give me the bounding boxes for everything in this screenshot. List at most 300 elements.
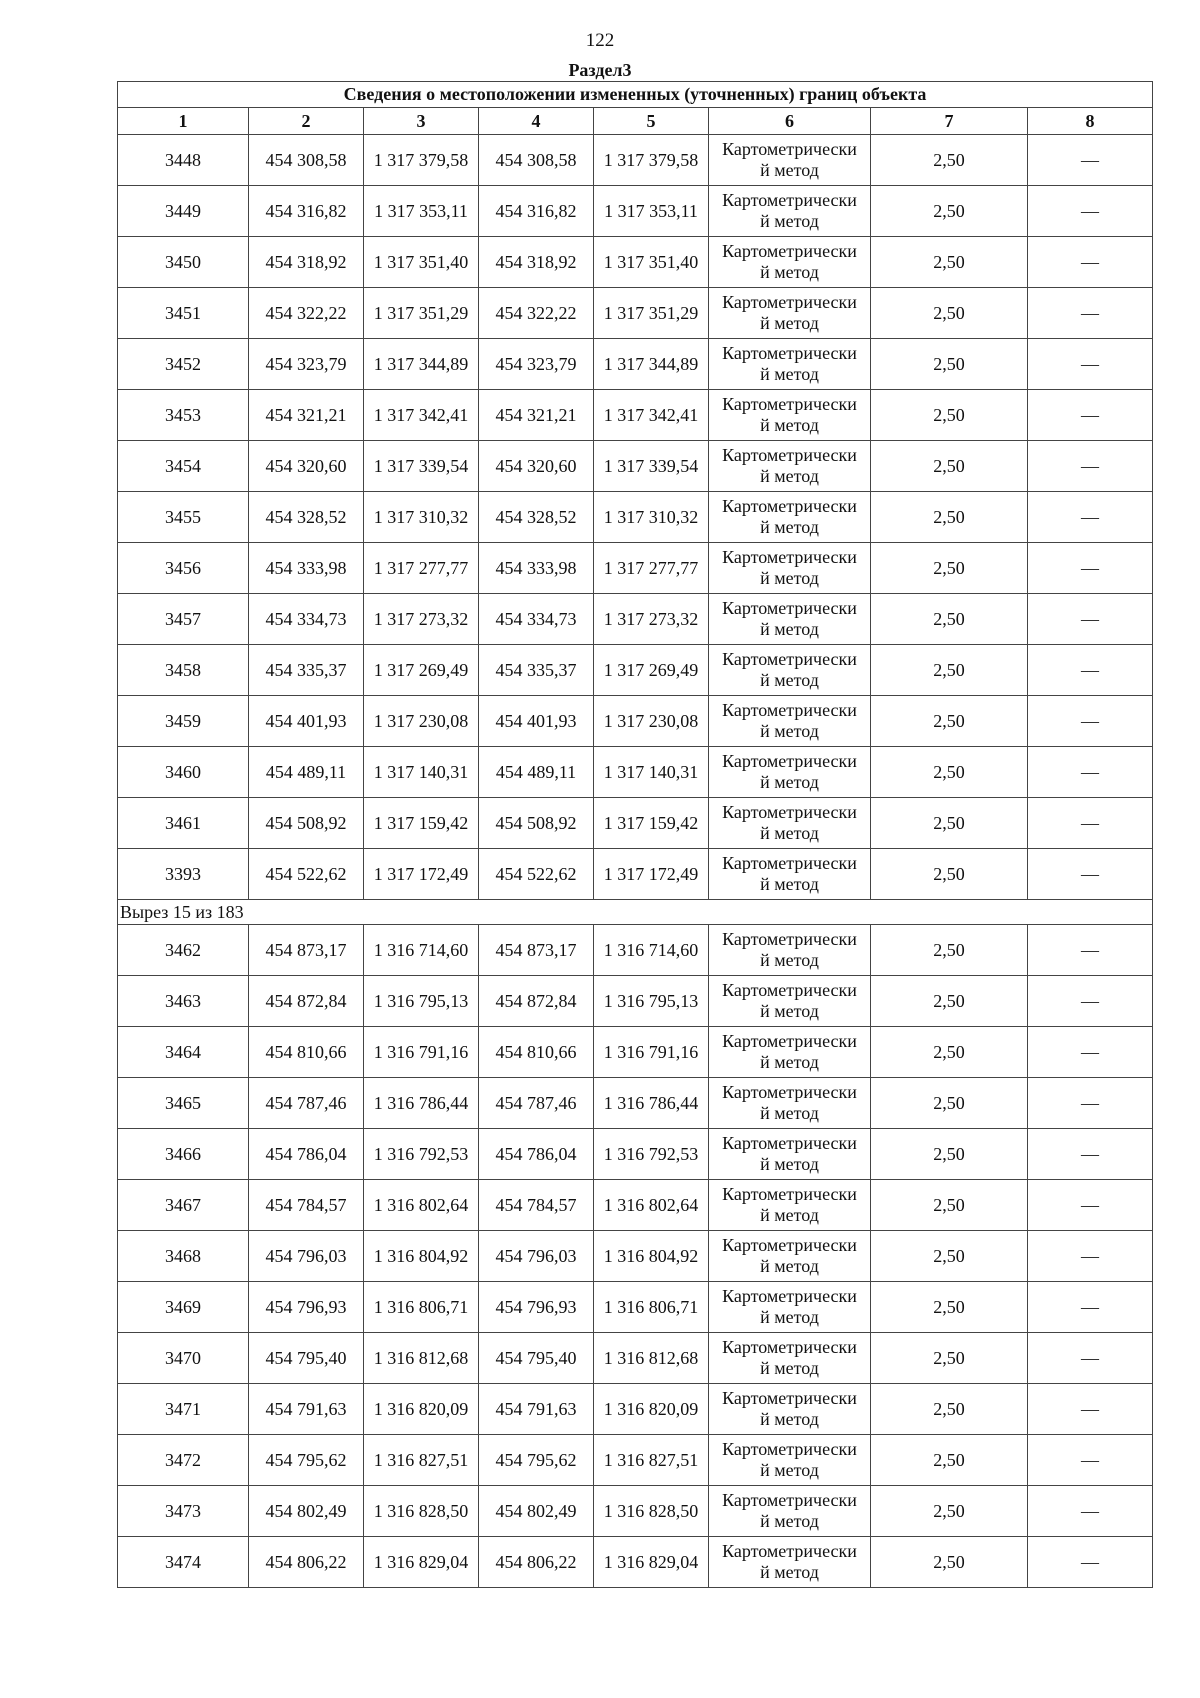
description-cell: — — [1028, 492, 1153, 543]
point-number-cell: 3462 — [118, 925, 249, 976]
column-header: 7 — [871, 108, 1028, 135]
method-text-line1: Картометрически — [722, 445, 857, 465]
new-x-cell: 454 796,93 — [479, 1282, 594, 1333]
method-text-line2: й метод — [760, 1205, 819, 1225]
point-number-cell: 3474 — [118, 1537, 249, 1588]
method-cell — [709, 1231, 871, 1282]
new-x-cell: 454 328,52 — [479, 492, 594, 543]
old-y-cell: 1 317 351,40 — [364, 237, 479, 288]
table-row — [118, 1078, 1153, 1129]
new-x-cell: 454 795,62 — [479, 1435, 594, 1486]
point-number-cell: 3458 — [118, 645, 249, 696]
old-y-cell: 1 317 277,77 — [364, 543, 479, 594]
old-x-cell: 454 318,92 — [249, 237, 364, 288]
accuracy-cell: 2,50 — [871, 1333, 1028, 1384]
method-text-line1: Картометрически — [722, 1541, 857, 1561]
accuracy-cell: 2,50 — [871, 390, 1028, 441]
old-x-cell: 454 795,40 — [249, 1333, 364, 1384]
point-number-cell: 3459 — [118, 696, 249, 747]
method-cell — [709, 1435, 871, 1486]
accuracy-cell: 2,50 — [871, 186, 1028, 237]
accuracy-cell: 2,50 — [871, 1435, 1028, 1486]
boundary-coordinates-table — [117, 81, 1153, 1588]
point-number-cell: 3450 — [118, 237, 249, 288]
old-y-cell: 1 316 804,92 — [364, 1231, 479, 1282]
table-row — [118, 135, 1153, 186]
new-y-cell: 1 317 230,08 — [594, 696, 709, 747]
description-cell: — — [1028, 645, 1153, 696]
accuracy-cell: 2,50 — [871, 237, 1028, 288]
method-text-line2: й метод — [760, 1307, 819, 1327]
old-x-cell: 454 322,22 — [249, 288, 364, 339]
method-cell — [709, 696, 871, 747]
description-cell: — — [1028, 1078, 1153, 1129]
method-text-line1: Картометрически — [722, 1235, 857, 1255]
column-header: 6 — [709, 108, 871, 135]
new-x-cell: 454 784,57 — [479, 1180, 594, 1231]
table-row — [118, 441, 1153, 492]
old-y-cell: 1 316 806,71 — [364, 1282, 479, 1333]
old-x-cell: 454 328,52 — [249, 492, 364, 543]
method-text-line1: Картометрически — [722, 929, 857, 949]
method-cell — [709, 1384, 871, 1435]
new-x-cell: 454 316,82 — [479, 186, 594, 237]
column-header: 2 — [249, 108, 364, 135]
method-text-line2: й метод — [760, 1103, 819, 1123]
new-y-cell: 1 317 277,77 — [594, 543, 709, 594]
new-y-cell: 1 316 792,53 — [594, 1129, 709, 1180]
new-x-cell: 454 335,37 — [479, 645, 594, 696]
accuracy-cell: 2,50 — [871, 747, 1028, 798]
table-row — [118, 1129, 1153, 1180]
accuracy-cell: 2,50 — [871, 288, 1028, 339]
new-x-cell: 454 791,63 — [479, 1384, 594, 1435]
description-cell: — — [1028, 798, 1153, 849]
table-row — [118, 288, 1153, 339]
point-number-cell: 3467 — [118, 1180, 249, 1231]
description-cell: — — [1028, 237, 1153, 288]
method-cell — [709, 925, 871, 976]
old-y-cell: 1 317 140,31 — [364, 747, 479, 798]
point-number-cell: 3469 — [118, 1282, 249, 1333]
new-x-cell: 454 318,92 — [479, 237, 594, 288]
new-x-cell: 454 334,73 — [479, 594, 594, 645]
method-text-line2: й метод — [760, 950, 819, 970]
table-row — [118, 1282, 1153, 1333]
method-cell — [709, 543, 871, 594]
table-row — [118, 976, 1153, 1027]
new-x-cell: 454 321,21 — [479, 390, 594, 441]
point-number-cell: 3470 — [118, 1333, 249, 1384]
new-y-cell: 1 316 820,09 — [594, 1384, 709, 1435]
new-x-cell: 454 787,46 — [479, 1078, 594, 1129]
table-body — [118, 135, 1153, 1588]
description-cell: — — [1028, 976, 1153, 1027]
new-x-cell: 454 786,04 — [479, 1129, 594, 1180]
accuracy-cell: 2,50 — [871, 1129, 1028, 1180]
method-text-line1: Картометрически — [722, 394, 857, 414]
old-x-cell: 454 323,79 — [249, 339, 364, 390]
method-text-line1: Картометрически — [722, 343, 857, 363]
method-cell — [709, 594, 871, 645]
old-y-cell: 1 317 172,49 — [364, 849, 479, 900]
point-number-cell: 3464 — [118, 1027, 249, 1078]
description-cell: — — [1028, 925, 1153, 976]
method-cell — [709, 1078, 871, 1129]
new-y-cell: 1 316 806,71 — [594, 1282, 709, 1333]
table-row — [118, 645, 1153, 696]
description-cell: — — [1028, 135, 1153, 186]
method-cell — [709, 135, 871, 186]
description-cell: — — [1028, 696, 1153, 747]
new-y-cell: 1 316 827,51 — [594, 1435, 709, 1486]
new-x-cell: 454 802,49 — [479, 1486, 594, 1537]
method-cell — [709, 237, 871, 288]
new-y-cell: 1 317 353,11 — [594, 186, 709, 237]
new-x-cell: 454 401,93 — [479, 696, 594, 747]
method-text-line1: Картометрически — [722, 1082, 857, 1102]
cutout-label: Вырез 15 из 183 — [118, 900, 1153, 925]
new-x-cell: 454 872,84 — [479, 976, 594, 1027]
old-y-cell: 1 316 792,53 — [364, 1129, 479, 1180]
method-text-line2: й метод — [760, 160, 819, 180]
method-cell — [709, 1180, 871, 1231]
method-text-line2: й метод — [760, 415, 819, 435]
table-caption-row — [118, 82, 1153, 108]
old-x-cell: 454 522,62 — [249, 849, 364, 900]
old-y-cell: 1 317 159,42 — [364, 798, 479, 849]
cutout-row — [118, 900, 1153, 925]
method-text-line1: Картометрически — [722, 1133, 857, 1153]
table-row — [118, 390, 1153, 441]
method-cell — [709, 288, 871, 339]
old-x-cell: 454 316,82 — [249, 186, 364, 237]
old-x-cell: 454 334,73 — [249, 594, 364, 645]
table-row — [118, 1333, 1153, 1384]
new-y-cell: 1 317 310,32 — [594, 492, 709, 543]
table-row — [118, 237, 1153, 288]
method-cell — [709, 1282, 871, 1333]
new-y-cell: 1 316 802,64 — [594, 1180, 709, 1231]
method-cell — [709, 645, 871, 696]
method-text-line1: Картометрически — [722, 853, 857, 873]
accuracy-cell: 2,50 — [871, 1537, 1028, 1588]
old-x-cell: 454 320,60 — [249, 441, 364, 492]
point-number-cell: 3449 — [118, 186, 249, 237]
table-row — [118, 696, 1153, 747]
old-y-cell: 1 317 353,11 — [364, 186, 479, 237]
old-x-cell: 454 796,93 — [249, 1282, 364, 1333]
column-header: 4 — [479, 108, 594, 135]
method-text-line1: Картометрически — [722, 1031, 857, 1051]
method-text-line1: Картометрически — [722, 1490, 857, 1510]
method-cell — [709, 390, 871, 441]
point-number-cell: 3457 — [118, 594, 249, 645]
accuracy-cell: 2,50 — [871, 1486, 1028, 1537]
point-number-cell: 3471 — [118, 1384, 249, 1435]
accuracy-cell: 2,50 — [871, 976, 1028, 1027]
method-text-line2: й метод — [760, 1511, 819, 1531]
old-y-cell: 1 317 230,08 — [364, 696, 479, 747]
method-text-line1: Картометрически — [722, 802, 857, 822]
column-header: 3 — [364, 108, 479, 135]
column-header: 8 — [1028, 108, 1153, 135]
old-y-cell: 1 317 351,29 — [364, 288, 479, 339]
old-x-cell: 454 508,92 — [249, 798, 364, 849]
method-cell — [709, 747, 871, 798]
old-x-cell: 454 308,58 — [249, 135, 364, 186]
method-text-line2: й метод — [760, 1409, 819, 1429]
method-text-line1: Картометрически — [722, 1439, 857, 1459]
new-x-cell: 454 810,66 — [479, 1027, 594, 1078]
table-caption: Сведения о местоположении измененных (уточненных) границ объекта — [118, 82, 1153, 108]
method-text-line1: Картометрически — [722, 700, 857, 720]
method-cell — [709, 1486, 871, 1537]
method-text-line2: й метод — [760, 1562, 819, 1582]
point-number-cell: 3454 — [118, 441, 249, 492]
table-row — [118, 1537, 1153, 1588]
table-row — [118, 1231, 1153, 1282]
accuracy-cell: 2,50 — [871, 1078, 1028, 1129]
new-y-cell: 1 317 342,41 — [594, 390, 709, 441]
description-cell: — — [1028, 1486, 1153, 1537]
point-number-cell: 3453 — [118, 390, 249, 441]
method-cell — [709, 976, 871, 1027]
new-x-cell: 454 522,62 — [479, 849, 594, 900]
point-number-cell: 3468 — [118, 1231, 249, 1282]
method-text-line2: й метод — [760, 262, 819, 282]
method-text-line1: Картометрически — [722, 980, 857, 1000]
old-y-cell: 1 317 310,32 — [364, 492, 479, 543]
description-cell: — — [1028, 543, 1153, 594]
old-x-cell: 454 784,57 — [249, 1180, 364, 1231]
method-text-line1: Картометрически — [722, 190, 857, 210]
method-text-line1: Картометрически — [722, 547, 857, 567]
method-cell — [709, 492, 871, 543]
old-y-cell: 1 316 795,13 — [364, 976, 479, 1027]
table-row — [118, 1180, 1153, 1231]
point-number-cell: 3463 — [118, 976, 249, 1027]
method-text-line1: Картометрически — [722, 292, 857, 312]
new-y-cell: 1 317 269,49 — [594, 645, 709, 696]
method-cell — [709, 798, 871, 849]
method-text-line2: й метод — [760, 772, 819, 792]
old-x-cell: 454 873,17 — [249, 925, 364, 976]
accuracy-cell: 2,50 — [871, 339, 1028, 390]
old-y-cell: 1 316 829,04 — [364, 1537, 479, 1588]
new-x-cell: 454 320,60 — [479, 441, 594, 492]
table-row — [118, 747, 1153, 798]
column-header-row — [118, 108, 1153, 135]
old-y-cell: 1 316 802,64 — [364, 1180, 479, 1231]
table-row — [118, 543, 1153, 594]
description-cell: — — [1028, 1129, 1153, 1180]
method-text-line2: й метод — [760, 211, 819, 231]
accuracy-cell: 2,50 — [871, 1180, 1028, 1231]
new-x-cell: 454 796,03 — [479, 1231, 594, 1282]
method-text-line1: Картометрически — [722, 598, 857, 618]
method-text-line2: й метод — [760, 568, 819, 588]
method-text-line2: й метод — [760, 721, 819, 741]
accuracy-cell: 2,50 — [871, 696, 1028, 747]
method-text-line2: й метод — [760, 466, 819, 486]
method-text-line1: Картометрически — [722, 751, 857, 771]
method-text-line1: Картометрически — [722, 1337, 857, 1357]
new-y-cell: 1 316 795,13 — [594, 976, 709, 1027]
point-number-cell: 3460 — [118, 747, 249, 798]
point-number-cell: 3465 — [118, 1078, 249, 1129]
description-cell: — — [1028, 339, 1153, 390]
method-text-line2: й метод — [760, 1052, 819, 1072]
point-number-cell: 3472 — [118, 1435, 249, 1486]
old-y-cell: 1 316 786,44 — [364, 1078, 479, 1129]
method-cell — [709, 441, 871, 492]
description-cell: — — [1028, 288, 1153, 339]
old-x-cell: 454 489,11 — [249, 747, 364, 798]
description-cell: — — [1028, 849, 1153, 900]
point-number-cell: 3448 — [118, 135, 249, 186]
method-cell — [709, 339, 871, 390]
method-text-line2: й метод — [760, 1001, 819, 1021]
old-x-cell: 454 787,46 — [249, 1078, 364, 1129]
method-text-line1: Картометрически — [722, 649, 857, 669]
new-y-cell: 1 316 791,16 — [594, 1027, 709, 1078]
old-y-cell: 1 316 827,51 — [364, 1435, 479, 1486]
old-x-cell: 454 791,63 — [249, 1384, 364, 1435]
method-cell — [709, 849, 871, 900]
method-text-line2: й метод — [760, 517, 819, 537]
table-row — [118, 594, 1153, 645]
old-x-cell: 454 795,62 — [249, 1435, 364, 1486]
description-cell: — — [1028, 1537, 1153, 1588]
new-x-cell: 454 806,22 — [479, 1537, 594, 1588]
method-text-line2: й метод — [760, 874, 819, 894]
method-cell — [709, 1333, 871, 1384]
table-row — [118, 1384, 1153, 1435]
description-cell: — — [1028, 1027, 1153, 1078]
new-y-cell: 1 316 804,92 — [594, 1231, 709, 1282]
old-x-cell: 454 872,84 — [249, 976, 364, 1027]
description-cell: — — [1028, 1384, 1153, 1435]
table-row — [118, 1027, 1153, 1078]
method-text-line1: Картометрически — [722, 1184, 857, 1204]
description-cell: — — [1028, 1231, 1153, 1282]
old-x-cell: 454 806,22 — [249, 1537, 364, 1588]
old-x-cell: 454 335,37 — [249, 645, 364, 696]
accuracy-cell: 2,50 — [871, 645, 1028, 696]
accuracy-cell: 2,50 — [871, 543, 1028, 594]
old-x-cell: 454 321,21 — [249, 390, 364, 441]
point-number-cell: 3473 — [118, 1486, 249, 1537]
new-y-cell: 1 316 714,60 — [594, 925, 709, 976]
new-y-cell: 1 317 379,58 — [594, 135, 709, 186]
new-y-cell: 1 316 786,44 — [594, 1078, 709, 1129]
new-x-cell: 454 489,11 — [479, 747, 594, 798]
new-x-cell: 454 795,40 — [479, 1333, 594, 1384]
accuracy-cell: 2,50 — [871, 925, 1028, 976]
old-y-cell: 1 317 339,54 — [364, 441, 479, 492]
description-cell: — — [1028, 1282, 1153, 1333]
accuracy-cell: 2,50 — [871, 849, 1028, 900]
old-y-cell: 1 317 273,32 — [364, 594, 479, 645]
method-cell — [709, 1129, 871, 1180]
description-cell: — — [1028, 441, 1153, 492]
method-text-line2: й метод — [760, 364, 819, 384]
old-x-cell: 454 333,98 — [249, 543, 364, 594]
accuracy-cell: 2,50 — [871, 1384, 1028, 1435]
table-row — [118, 1486, 1153, 1537]
old-y-cell: 1 316 828,50 — [364, 1486, 479, 1537]
old-x-cell: 454 802,49 — [249, 1486, 364, 1537]
new-x-cell: 454 333,98 — [479, 543, 594, 594]
point-number-cell: 3452 — [118, 339, 249, 390]
old-y-cell: 1 316 791,16 — [364, 1027, 479, 1078]
new-x-cell: 454 308,58 — [479, 135, 594, 186]
description-cell: — — [1028, 1435, 1153, 1486]
description-cell: — — [1028, 390, 1153, 441]
table-row — [118, 925, 1153, 976]
old-x-cell: 454 810,66 — [249, 1027, 364, 1078]
new-y-cell: 1 317 339,54 — [594, 441, 709, 492]
method-text-line1: Картометрически — [722, 496, 857, 516]
table-row — [118, 1435, 1153, 1486]
new-x-cell: 454 322,22 — [479, 288, 594, 339]
new-y-cell: 1 317 351,29 — [594, 288, 709, 339]
accuracy-cell: 2,50 — [871, 798, 1028, 849]
accuracy-cell: 2,50 — [871, 1027, 1028, 1078]
old-x-cell: 454 796,03 — [249, 1231, 364, 1282]
method-text-line2: й метод — [760, 670, 819, 690]
old-y-cell: 1 316 714,60 — [364, 925, 479, 976]
description-cell: — — [1028, 747, 1153, 798]
accuracy-cell: 2,50 — [871, 1231, 1028, 1282]
old-y-cell: 1 317 342,41 — [364, 390, 479, 441]
table-row — [118, 186, 1153, 237]
new-y-cell: 1 317 172,49 — [594, 849, 709, 900]
method-cell — [709, 186, 871, 237]
new-y-cell: 1 317 351,40 — [594, 237, 709, 288]
old-y-cell: 1 316 812,68 — [364, 1333, 479, 1384]
method-text-line2: й метод — [760, 1358, 819, 1378]
method-text-line2: й метод — [760, 1460, 819, 1480]
method-cell — [709, 1027, 871, 1078]
new-y-cell: 1 317 344,89 — [594, 339, 709, 390]
method-text-line1: Картометрически — [722, 1388, 857, 1408]
method-cell — [709, 1537, 871, 1588]
description-cell: — — [1028, 594, 1153, 645]
method-text-line1: Картометрически — [722, 241, 857, 261]
description-cell: — — [1028, 186, 1153, 237]
section-title: Раздел3 — [568, 60, 632, 80]
new-y-cell: 1 317 273,32 — [594, 594, 709, 645]
new-x-cell: 454 323,79 — [479, 339, 594, 390]
old-y-cell: 1 317 344,89 — [364, 339, 479, 390]
old-y-cell: 1 317 269,49 — [364, 645, 479, 696]
point-number-cell: 3393 — [118, 849, 249, 900]
accuracy-cell: 2,50 — [871, 135, 1028, 186]
point-number-cell: 3455 — [118, 492, 249, 543]
point-number-cell: 3461 — [118, 798, 249, 849]
accuracy-cell: 2,50 — [871, 492, 1028, 543]
old-y-cell: 1 317 379,58 — [364, 135, 479, 186]
new-y-cell: 1 317 159,42 — [594, 798, 709, 849]
point-number-cell: 3451 — [118, 288, 249, 339]
point-number-cell: 3466 — [118, 1129, 249, 1180]
column-header: 1 — [118, 108, 249, 135]
method-text-line2: й метод — [760, 313, 819, 333]
table-row — [118, 798, 1153, 849]
method-text-line2: й метод — [760, 1256, 819, 1276]
